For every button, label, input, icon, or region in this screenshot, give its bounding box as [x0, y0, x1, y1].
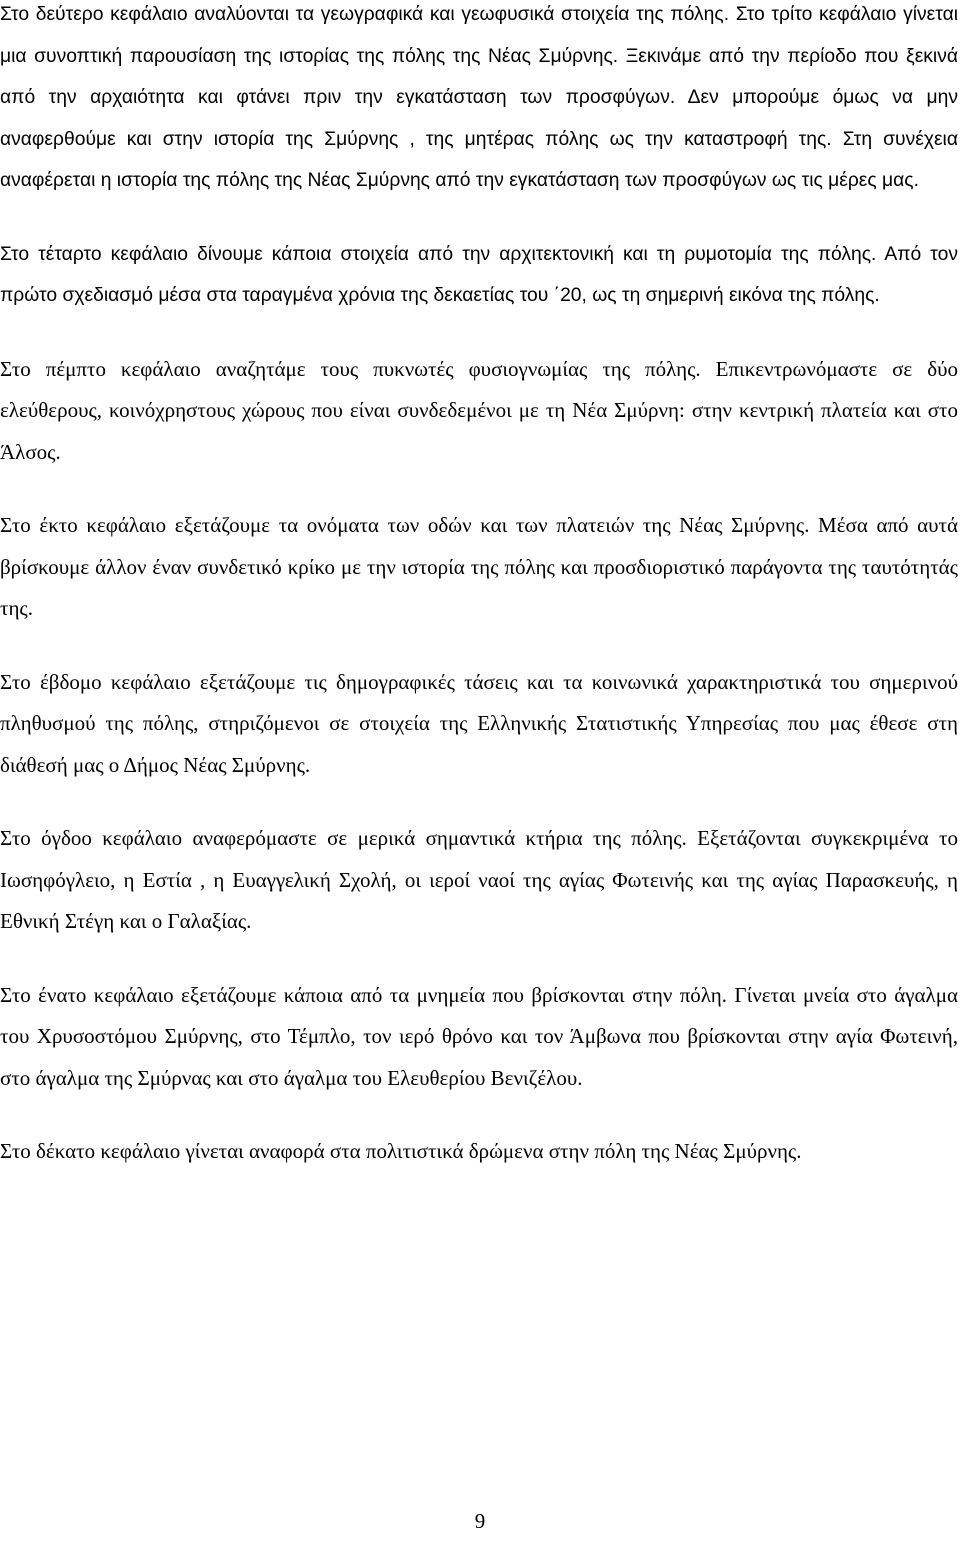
paragraph-chapter-9: Στο ένατο κεφάλαιο εξετάζουμε κάποια από τα μνημεία που βρίσκονται στην πόλη. Γίνεται μνεία στο άγαλμα του Χρυσοστόμου Σμύρνης, στο Τέμπλο, τον ιερό θρόνο και τον Άμβωνα που βρίσκονται στην αγία Φωτεινή, στο άγαλμα της Σμύρνας και στο άγαλμα του Ελευθερίου Βενιζέλου. [0, 982, 958, 1090]
paragraph-chapters-2-3: Στο δεύτερο κεφάλαιο αναλύονται τα γεωγραφικά και γεωφυσικά στοιχεία της πόλης. Στο τρίτο κεφάλαιο γίνεται μια συνοπτική παρουσίαση της ιστορίας της πόλης της Νέας Σμύρνης. Ξεκινάμε από την περίοδο που ξεκινά από την αρχαιότητα και φτάνει πριν την εγκατάσταση των προσφύγων. Δεν μπορούμε όμως να μην αναφερθούμε και στην ιστορία της Σμύρνης , της μητέρας πόλης ως την καταστροφή της. Στη συνέχεια αναφέρεται η ιστορία της πόλης της Νέας Σμύρνης από την εγκατάσταση των προσφύγων ως τις μέρες μας. [0, 4, 958, 191]
paragraph-chapter-4: Στο τέταρτο κεφάλαιο δίνουμε κάποια στοιχεία από την αρχιτεκτονική και τη ρυμοτομία της πόλης. Από τον πρώτο σχεδιασμό μέσα στα ταραγμένα χρόνια της δεκαετίας του ΄20, ως τη σημερινή εικόνα της πόλης. [0, 243, 958, 306]
paragraph-chapter-10: Στο δέκατο κεφάλαιο γίνεται αναφορά στα πολιτιστικά δρώμενα στην πόλη της Νέας Σμύρνης. [0, 1139, 802, 1163]
paragraph-chapter-7: Στο έβδομο κεφάλαιο εξετάζουμε τις δημογραφικές τάσεις και τα κοινωνικά χαρακτηριστικά του σημερινού πληθυσμού της πόλης, στηριζόμενοι σε στοιχεία της Ελληνικής Στατιστικής Υπηρεσίας που μας έθεσε στη διάθεσή μας ο Δήμος Νέας Σμύρνης. [0, 669, 958, 777]
paragraph-chapter-5: Στο πέμπτο κεφάλαιο αναζητάμε τους πυκνωτές φυσιογνωμίας της πόλης. Επικεντρωνόμαστε σε δύο ελεύθερους, κοινόχρηστους χώρους που είναι συνδεδεμένοι με τη Νέα Σμύρνη: στην κεντρική πλατεία και στο Άλσος. [0, 356, 958, 464]
paragraph-chapter-6: Στο έκτο κεφάλαιο εξετάζουμε τα ονόματα των οδών και των πλατειών της Νέας Σμύρνης. Μέσα από αυτά βρίσκουμε άλλον έναν συνδετικό κρίκο με την ιστορία της πόλης και προσδιοριστικό παράγοντα της ταυτότητάς της. [0, 513, 958, 620]
paragraph-chapter-8: Στο όγδοο κεφάλαιο αναφερόμαστε σε μερικά σημαντικά κτήρια της πόλης. Εξετάζονται συγκεκριμένα το Ιωσηφόγλειο, η Εστία , η Ευαγγελική Σχολή, οι ιεροί ναοί της αγίας Φωτεινής και της αγίας Παρασκευής, η Εθνική Στέγη και ο Γαλαξίας. [0, 826, 958, 933]
page-number: 9 [474, 1509, 486, 1533]
